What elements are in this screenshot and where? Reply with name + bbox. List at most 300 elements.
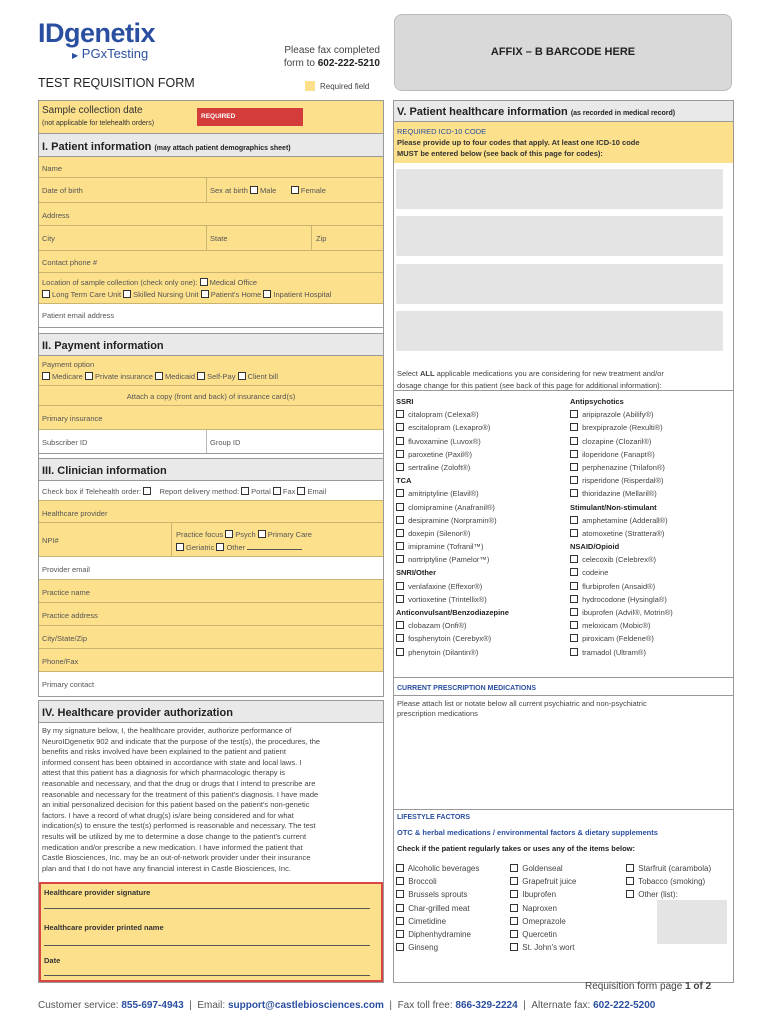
page-label: Requisition form page (585, 981, 683, 992)
med-item[interactable] (570, 437, 673, 450)
med-item[interactable] (570, 608, 673, 621)
other-checkbox[interactable] (216, 543, 224, 551)
med-item[interactable] (396, 595, 509, 608)
lifestyle-checkbox[interactable] (510, 864, 518, 872)
auth-line: plan and that I do not have any financial interest in Castle Biosciences, Inc. (42, 863, 291, 873)
lifestyle-label: Goldenseal (522, 864, 563, 873)
medicaid-checkbox[interactable] (155, 372, 163, 380)
payment-option-label: Payment option (42, 360, 95, 369)
private-ins-label: Private insurance (94, 372, 153, 381)
attach-card-row (39, 386, 383, 406)
practice-focus-line2 (173, 543, 305, 552)
lifestyle-item[interactable] (626, 877, 711, 890)
lifestyle-checkbox[interactable] (510, 877, 518, 885)
auth-line: an initial personalized decision for this patient based on the patient's non-genetic (42, 800, 310, 810)
med-item[interactable] (570, 595, 673, 608)
med-name: amphetamine (Adderall®) (582, 515, 668, 525)
private-ins-checkbox[interactable] (85, 372, 93, 380)
patient-title: I. Patient information (42, 141, 152, 153)
patient-email-label: Patient email address (42, 311, 115, 320)
med-item[interactable] (396, 582, 509, 595)
provider-email-row[interactable] (39, 557, 383, 580)
email-label: Email (307, 487, 327, 496)
sample-date-note: (not applicable for telehealth orders) (42, 120, 155, 127)
primary-care-checkbox[interactable] (258, 530, 266, 538)
med-item[interactable] (570, 621, 673, 634)
dob-row[interactable] (39, 178, 383, 203)
practice-address-label: Practice address (42, 611, 98, 620)
med-name: codeine (582, 568, 609, 578)
med-item[interactable] (396, 503, 509, 516)
med-checkbox[interactable] (396, 595, 404, 603)
email-checkbox[interactable] (297, 487, 305, 495)
payment-options (39, 372, 281, 381)
patient-home-checkbox[interactable] (201, 290, 209, 298)
location-line1 (39, 278, 260, 287)
left-column (38, 100, 384, 697)
lifestyle-checkbox[interactable] (626, 890, 634, 898)
med-checkbox[interactable] (396, 542, 404, 550)
lifestyle-checkbox[interactable] (626, 877, 634, 885)
city-label: City (42, 234, 55, 243)
telehealth-row (39, 481, 383, 501)
med-name: tramadol (Ultram®) (582, 647, 646, 657)
date-line[interactable] (44, 975, 370, 976)
medicare-checkbox[interactable] (42, 372, 50, 380)
clinician-title: III. Clinician information (42, 465, 167, 477)
other-list-box[interactable] (657, 900, 727, 944)
med-group-heading: Anticonvulsant/Benzodiazepine (396, 608, 509, 617)
med-item[interactable] (570, 410, 673, 423)
medicaid-label: Medicaid (165, 372, 196, 381)
med-checkbox[interactable] (570, 476, 578, 484)
brand-sub (72, 46, 148, 61)
required-badge: REQUIRED (197, 108, 303, 126)
ltc-checkbox[interactable] (42, 290, 50, 298)
lifestyle-item[interactable] (510, 943, 576, 956)
med-checkbox[interactable] (570, 437, 578, 445)
dob-label: Date of birth (42, 186, 83, 195)
portal-label: Portal (251, 487, 271, 496)
icd-code-box-3[interactable] (396, 264, 723, 304)
snu-label: Skilled Nursing Unit (133, 290, 199, 299)
med-item[interactable] (570, 423, 673, 436)
zip-label: Zip (316, 234, 327, 243)
med-name: aripiprazole (Abilify®) (582, 410, 654, 420)
fax-tollfree: 866-329-2224 (455, 1000, 518, 1011)
practice-address-row[interactable] (39, 603, 383, 626)
med-name: piroxicam (Feldene®) (582, 634, 654, 644)
med-checkbox[interactable] (570, 608, 578, 616)
lifestyle-label: Char-grilled meat (408, 903, 470, 913)
icd-block (394, 122, 733, 163)
lifestyle-label: Omeprazole (522, 916, 566, 926)
med-group-heading: NSAID/Opioid (570, 542, 620, 552)
client-bill-checkbox[interactable] (238, 372, 246, 380)
attach-card-text: Attach a copy (front and back) of insurance card(s) (126, 392, 296, 401)
icd-text1: Please provide up to four codes that apply. At least one ICD-10 code (397, 138, 640, 147)
med-checkbox[interactable] (570, 410, 578, 418)
lifestyle-col2 (510, 864, 576, 956)
lifestyle-checkbox[interactable] (626, 864, 634, 872)
lifestyle-checkbox[interactable] (510, 904, 518, 912)
auth-title: IV. Healthcare provider authorization (42, 707, 233, 719)
lifestyle-item[interactable] (396, 930, 479, 943)
med-name: citalopram (Celexa®) (408, 410, 479, 420)
primary-insurance-row[interactable] (39, 406, 383, 430)
med-checkbox[interactable] (570, 423, 578, 431)
psych-label: Psych (235, 530, 256, 539)
lifestyle-label: Alcoholic beverages (407, 864, 480, 873)
med-item[interactable] (396, 516, 509, 529)
subscriber-label: Subscriber ID (42, 438, 88, 447)
lifestyle-label: Diphenhydramine (408, 929, 471, 939)
lifestyle-checkbox[interactable] (510, 890, 518, 898)
lifestyle-item[interactable] (510, 890, 576, 903)
med-checkbox[interactable] (570, 489, 578, 497)
med-checkbox[interactable] (570, 582, 578, 590)
sex-at-birth[interactable] (207, 186, 329, 195)
self-pay-checkbox[interactable] (197, 372, 205, 380)
med-item[interactable] (396, 634, 509, 647)
med-checkbox[interactable] (570, 621, 578, 629)
sample-date-label: Sample collection date (42, 105, 143, 116)
med-name: atomoxetine (Strattera®) (582, 528, 665, 538)
section5-title: V. Patient healthcare information (397, 106, 568, 118)
med-name: clobazam (Onfi®) (408, 621, 467, 631)
female-label: Female (300, 186, 326, 195)
med-checkbox[interactable] (396, 423, 404, 431)
med-checkbox[interactable] (570, 555, 578, 563)
lifestyle-checkbox[interactable] (396, 943, 404, 951)
lifestyle-item[interactable] (626, 864, 711, 877)
med-name: amitriptyline (Elavil®) (408, 489, 479, 499)
med-item[interactable] (396, 555, 509, 568)
patient-name-row[interactable] (39, 157, 383, 178)
auth-line: Castle Biosciences, Inc. may be an out-of-network provider under their insurance (42, 853, 311, 863)
patient-email-row[interactable] (39, 304, 383, 328)
med-name: clomipramine (Anafranil®) (408, 502, 495, 512)
cs-number: 855-697-4943 (121, 1000, 184, 1011)
med-item[interactable] (570, 516, 673, 529)
printed-name-line[interactable] (44, 945, 370, 946)
auth-line: NeuroIDgenetix 902 and indicate that the purpose of the test(s), the procedures, the (42, 736, 321, 746)
current-rx-text (397, 699, 647, 719)
patient-section-header (39, 134, 383, 157)
lifestyle-label: St. John's wort (522, 943, 575, 953)
med-name: clozapine (Clozaril®) (582, 436, 652, 446)
cs-label: Customer service: (38, 1000, 119, 1011)
med-checkbox[interactable] (570, 463, 578, 471)
med-checkbox[interactable] (396, 463, 404, 471)
meds-left-list (396, 397, 509, 661)
icd-code-box-2[interactable] (396, 216, 723, 256)
sex-label: Sex at birth (210, 186, 248, 195)
lifestyle-item[interactable] (510, 904, 576, 917)
psych-checkbox[interactable] (225, 530, 233, 538)
medicare-label: Medicare (52, 372, 83, 381)
icd-code-box-1[interactable] (396, 169, 723, 209)
auth-line: benefits and risks involved have been explained to the patient and patient (42, 747, 286, 757)
med-checkbox[interactable] (396, 582, 404, 590)
med-name: doxepin (Silenor®) (408, 528, 471, 538)
practice-focus-line1 (173, 530, 315, 539)
med-item[interactable] (570, 568, 673, 581)
fax-instructions (258, 44, 380, 70)
med-item[interactable] (570, 582, 673, 595)
male-checkbox[interactable] (250, 186, 258, 194)
meds-right-list (570, 397, 673, 661)
lifestyle-checkbox[interactable] (396, 890, 404, 898)
lifestyle-checkbox[interactable] (396, 877, 404, 885)
lifestyle-label: Broccoli (408, 877, 437, 887)
med-checkbox[interactable] (396, 529, 404, 537)
med-name: imipramine (Tofranil™) (408, 542, 484, 552)
signature-block (39, 882, 383, 982)
lifestyle-item[interactable] (396, 904, 479, 917)
lifestyle-label: Quercetin (522, 929, 557, 939)
med-checkbox[interactable] (396, 489, 404, 497)
med-item[interactable] (570, 648, 673, 661)
lifestyle-item[interactable] (510, 877, 576, 890)
lifestyle-label: Brussels sprouts (408, 890, 468, 900)
location-line2 (39, 290, 334, 299)
medical-office-checkbox[interactable] (200, 278, 208, 286)
patient-home-label: Patient's Home (210, 290, 262, 299)
med-item[interactable] (570, 476, 673, 489)
snu-checkbox[interactable] (123, 290, 131, 298)
subscriber-row[interactable] (39, 430, 383, 454)
med-item[interactable] (396, 450, 509, 463)
page-number: 1 of 2 (685, 981, 712, 992)
phone-fax-label: Phone/Fax (42, 657, 79, 666)
printed-name-label: Healthcare provider printed name (44, 923, 164, 932)
clinician-section-header (39, 459, 383, 481)
signature-label: Healthcare provider signature (44, 888, 151, 897)
lifestyle-checkbox[interactable] (510, 930, 518, 938)
med-checkbox[interactable] (396, 410, 404, 418)
med-name: thioridazine (Mellaril®) (582, 489, 657, 499)
required-swatch (305, 81, 315, 91)
lifestyle-col1 (396, 864, 479, 956)
lifestyle-label: Grapefruit juice (522, 877, 577, 887)
primary-contact-row[interactable] (39, 672, 383, 696)
fax-label: Fax (282, 487, 296, 496)
address-label: Address (42, 211, 70, 220)
required-legend: Required field (320, 82, 370, 91)
phone-fax-row[interactable] (39, 649, 383, 672)
med-checkbox[interactable] (396, 450, 404, 458)
payment-section-header (39, 334, 383, 356)
med-name: celecoxib (Celebrex®) (582, 555, 656, 565)
lifestyle-label: Tobacco (smoking) (638, 877, 706, 887)
lifestyle-item[interactable] (396, 864, 479, 877)
lifestyle-item[interactable] (510, 864, 576, 877)
group-label: Group ID (210, 438, 241, 447)
lifestyle-col3 (626, 864, 711, 904)
alt-fax-label: Alternate fax: (531, 1000, 591, 1011)
male-label: Male (260, 186, 277, 195)
lifestyle-item[interactable] (396, 917, 479, 930)
female-checkbox[interactable] (291, 186, 299, 194)
payment-option-row (39, 356, 383, 386)
med-name: risperidone (Risperdal®) (582, 476, 664, 486)
med-checkbox[interactable] (570, 634, 578, 642)
auth-line: attest that this patient has a diagnosis for which pharmacologic therapy is (42, 768, 286, 778)
footer: Customer service: 855-697-4943 | Email: support@castlebiosciences.com | Fax toll free: 866-329-2224 | Alternate fax: 602-222-5200 (38, 1000, 656, 1011)
med-name: brexpiprazole (Rexulti®) (582, 423, 663, 433)
med-checkbox[interactable] (396, 516, 404, 524)
auth-line: factors. I have a record of what drug(s) is/are being considered and for what (42, 810, 294, 820)
sample-collection-row[interactable] (39, 101, 383, 134)
lifestyle-checkbox[interactable] (396, 904, 404, 912)
med-item[interactable] (396, 423, 509, 436)
med-name: iloperidone (Fanapt®) (582, 449, 655, 459)
name-label: Name (42, 164, 63, 173)
contact-phone-row[interactable] (39, 251, 383, 273)
practice-name-label: Practice name (42, 588, 90, 597)
page-indicator (585, 981, 711, 992)
geriatric-label: Geriatric (186, 543, 215, 552)
fax-checkbox[interactable] (273, 487, 281, 495)
med-checkbox[interactable] (570, 529, 578, 537)
lifestyle-sub: OTC & herbal medications / environmental factors & dietary supplements (397, 828, 658, 837)
location-row (39, 273, 383, 304)
city-state-zip-row[interactable] (39, 226, 383, 251)
med-checkbox[interactable] (570, 595, 578, 603)
alt-fax: 602-222-5200 (593, 1000, 656, 1011)
med-name: fluvoxamine (Luvox®) (408, 436, 481, 446)
med-checkbox[interactable] (570, 648, 578, 656)
current-rx-line1: Please attach list or notate below all current psychiatric and non-psychiatric (397, 699, 647, 708)
select-rest: applicable medications you are considering for new treatment and/or (436, 369, 664, 378)
auth-line: By my signature below, I, the healthcare provider, authorize performance of (42, 726, 292, 735)
fax-number: 602-222-5210 (317, 58, 380, 69)
fax-line2: form to (283, 58, 315, 69)
med-item[interactable] (570, 489, 673, 502)
med-item[interactable] (396, 489, 509, 502)
provider-row[interactable] (39, 501, 383, 523)
lifestyle-checkbox[interactable] (396, 864, 404, 872)
lifestyle-checkbox[interactable] (396, 930, 404, 938)
med-item[interactable] (396, 648, 509, 661)
med-item[interactable] (570, 529, 673, 542)
med-group-heading: Stimulant/Non-stimulant (570, 502, 657, 512)
med-checkbox[interactable] (570, 450, 578, 458)
fax-line1: Please fax completed (284, 45, 380, 56)
telehealth-line (39, 487, 329, 496)
brand-sub-text: PGxTesting (81, 46, 149, 61)
authorization-section (38, 700, 384, 983)
contact-phone-label: Contact phone # (42, 258, 98, 267)
auth-text (39, 723, 383, 877)
med-checkbox[interactable] (396, 503, 404, 511)
select-all: ALL (419, 369, 435, 378)
lifestyle-item[interactable] (510, 917, 576, 930)
current-rx-line2: prescription medications (397, 709, 478, 718)
lifestyle-label: Ibuprofen (522, 890, 557, 900)
npi-label: NPI# (42, 536, 59, 545)
lifestyle-checkbox[interactable] (510, 917, 518, 925)
location-label: Location of sample collection (check only one): (42, 278, 198, 287)
lifestyle-item[interactable] (396, 943, 479, 956)
form-title: TEST REQUISITION FORM (38, 76, 195, 90)
med-item[interactable] (396, 529, 509, 542)
email-link[interactable]: support@castlebiosciences.com (227, 1000, 384, 1011)
lifestyle-label: Cimetidine (408, 916, 447, 926)
med-name: perphenazine (Trilafon®) (582, 462, 665, 472)
med-item[interactable] (396, 621, 509, 634)
select-line2: dosage change for this patient (see back of this page for additional information): (397, 381, 662, 390)
med-name: ibuprofen (Advil®, Motrin®) (582, 608, 673, 617)
med-item[interactable] (570, 634, 673, 647)
med-group-heading: TCA (396, 476, 412, 486)
auth-line: informed consent has been obtained in accordance with state and local laws. I (42, 757, 302, 767)
telehealth-checkbox[interactable] (143, 487, 151, 495)
med-checkbox[interactable] (396, 437, 404, 445)
date-label: Date (44, 956, 61, 965)
lifestyle-checkbox[interactable] (396, 917, 404, 925)
portal-checkbox[interactable] (241, 487, 249, 495)
triangle-icon: ▶ (72, 51, 79, 60)
lifestyle-item[interactable] (396, 890, 479, 903)
med-checkbox[interactable] (396, 648, 404, 656)
med-checkbox[interactable] (570, 568, 578, 576)
med-checkbox[interactable] (570, 516, 578, 524)
lifestyle-checkbox[interactable] (510, 943, 518, 951)
med-item[interactable] (570, 555, 673, 568)
patient-note: (may attach patient demographics sheet) (154, 145, 291, 152)
med-checkbox[interactable] (396, 555, 404, 563)
med-name: sertraline (Zoloft®) (408, 462, 471, 472)
signature-line[interactable] (44, 908, 370, 909)
med-name: meloxicam (Mobic®) (582, 621, 651, 631)
brand-logo: IDgenetix (38, 18, 156, 48)
med-item[interactable] (396, 437, 509, 450)
med-item[interactable] (396, 542, 509, 555)
med-name: venlafaxine (Effexor®) (408, 581, 483, 591)
med-checkbox[interactable] (396, 634, 404, 642)
med-item[interactable] (396, 410, 509, 423)
med-group-heading: SSRI (396, 397, 414, 406)
med-item[interactable] (570, 450, 673, 463)
auth-line: reasonable and necessary for the treatment of this patient's diagnosis. I have made (42, 789, 319, 799)
lifestyle-check: Check if the patient regularly takes or uses any of the items below: (397, 844, 635, 853)
med-item[interactable] (396, 463, 509, 476)
npi-row[interactable] (39, 523, 383, 557)
lifestyle-item[interactable] (510, 930, 576, 943)
med-name: nortriptyline (Pamelor™) (408, 555, 490, 565)
inpatient-checkbox[interactable] (263, 290, 271, 298)
geriatric-checkbox[interactable] (176, 543, 184, 551)
lifestyle-item[interactable] (396, 877, 479, 890)
med-checkbox[interactable] (396, 621, 404, 629)
select-word: Select (397, 369, 418, 378)
practice-name-row[interactable] (39, 580, 383, 603)
med-item[interactable] (570, 463, 673, 476)
telehealth-label: Check box if Telehealth order: (42, 487, 142, 496)
icd-code-box-4[interactable] (396, 311, 723, 351)
city-state-zip-practice-row[interactable] (39, 626, 383, 649)
icd-title: REQUIRED ICD-10 CODE (397, 127, 487, 136)
lifestyle-label: Other (list): (638, 890, 678, 900)
focus-label: Practice focus (176, 530, 224, 539)
address-row[interactable] (39, 203, 383, 226)
med-group-heading: Antipsychotics (570, 397, 624, 406)
lifestyle-title: LIFESTYLE FACTORS (397, 814, 470, 821)
state-label: State (210, 234, 228, 243)
client-bill-label: Client bill (247, 372, 278, 381)
